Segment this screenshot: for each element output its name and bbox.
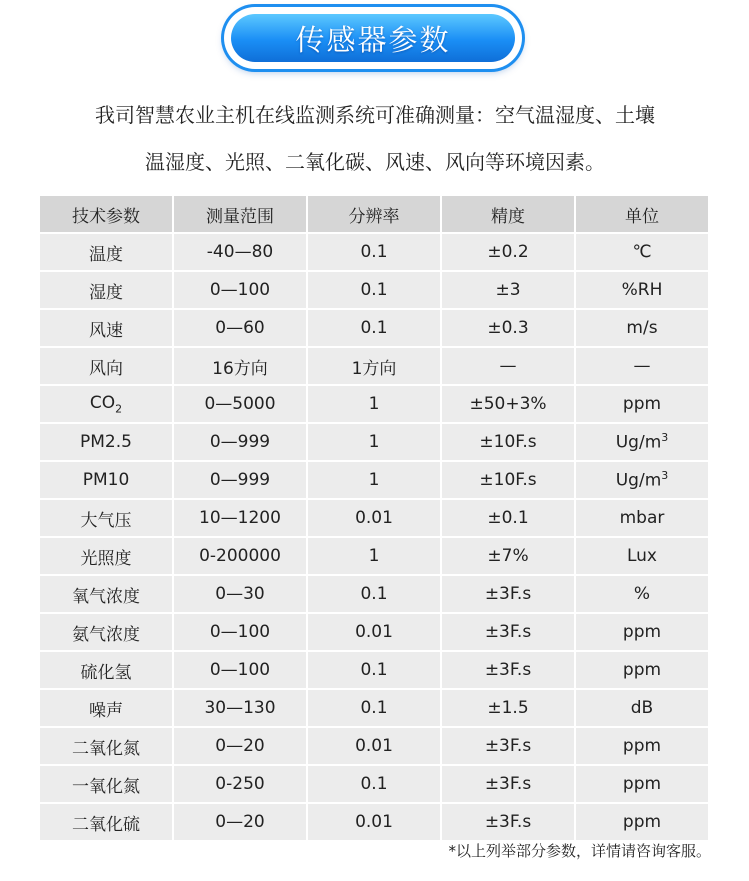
cell-param	[40, 614, 174, 652]
table-body	[40, 234, 708, 842]
cell-range	[174, 728, 308, 766]
cell-param	[40, 500, 174, 538]
cell-accuracy-text: ±10F.s	[479, 470, 537, 490]
intro-line-1: 我司智慧农业主机在线监测系统可准确测量：空气温湿度、土壤	[95, 103, 655, 127]
cell-param-text: 温度	[89, 244, 123, 265]
table-row	[40, 348, 708, 386]
cell-accuracy	[442, 272, 576, 310]
header-accuracy: 精度	[442, 196, 576, 234]
cell-unit	[576, 500, 708, 538]
cell-accuracy-text: ±3F.s	[484, 622, 532, 642]
cell-resolution-text: 0.1	[360, 242, 388, 262]
cell-accuracy	[442, 728, 576, 766]
cell-accuracy-text: ±3F.s	[484, 660, 532, 680]
cell-resolution	[308, 652, 442, 690]
cell-unit-text: ppm	[622, 394, 662, 414]
cell-accuracy	[442, 766, 576, 804]
cell-resolution	[308, 234, 442, 272]
cell-accuracy-text: —	[499, 356, 517, 376]
cell-param	[40, 310, 174, 348]
cell-range	[174, 386, 308, 424]
cell-param	[40, 538, 174, 576]
cell-resolution-text: 0.01	[355, 622, 393, 642]
table-row	[40, 614, 708, 652]
cell-range-text: 0—100	[209, 622, 271, 642]
cell-param-text: 噪声	[89, 700, 123, 721]
table-row	[40, 424, 708, 462]
cell-unit-text: ppm	[622, 660, 662, 680]
cell-accuracy-text: ±3	[495, 280, 521, 300]
cell-range	[174, 462, 308, 500]
table-row	[40, 272, 708, 310]
cell-param-text: 二氧化硫	[72, 814, 140, 835]
cell-accuracy	[442, 348, 576, 386]
cell-unit	[576, 462, 708, 500]
cell-unit	[576, 614, 708, 652]
table-row	[40, 386, 708, 424]
cell-param	[40, 234, 174, 272]
cell-accuracy	[442, 576, 576, 614]
cell-range-text: 0-250	[215, 774, 265, 794]
cell-accuracy	[442, 386, 576, 424]
cell-range	[174, 690, 308, 728]
cell-unit	[576, 728, 708, 766]
cell-range	[174, 614, 308, 652]
header-resolution: 分辨率	[308, 196, 442, 234]
cell-range-text: 0—60	[215, 318, 265, 338]
cell-param	[40, 424, 174, 462]
cell-unit	[576, 386, 708, 424]
cell-param	[40, 690, 174, 728]
cell-resolution	[308, 462, 442, 500]
cell-accuracy	[442, 424, 576, 462]
cell-unit-superscript: 3	[661, 431, 669, 445]
header-range: 测量范围	[174, 196, 308, 234]
title-badge	[224, 7, 522, 69]
cell-accuracy-text: ±3F.s	[484, 584, 532, 604]
cell-param	[40, 576, 174, 614]
cell-accuracy-text: ±3F.s	[484, 774, 532, 794]
cell-range	[174, 348, 308, 386]
cell-resolution	[308, 424, 442, 462]
cell-range	[174, 310, 308, 348]
cell-unit-text: Ug/m	[615, 432, 662, 453]
cell-range	[174, 500, 308, 538]
header-param: 技术参数	[40, 196, 174, 234]
cell-unit-text: ppm	[622, 622, 662, 642]
cell-accuracy-text: ±1.5	[487, 698, 529, 718]
cell-range	[174, 804, 308, 842]
cell-accuracy-text: ±0.1	[487, 508, 529, 528]
cell-unit-text: ppm	[622, 812, 662, 832]
intro-line-2: 温湿度、光照、二氧化碳、风速、风向等环境因素。	[145, 150, 605, 174]
cell-param-text: 一氧化氮	[72, 776, 140, 797]
cell-range-text: -40—80	[206, 242, 274, 262]
cell-accuracy-text: ±50+3%	[469, 394, 547, 414]
cell-resolution-text: 1	[368, 470, 380, 490]
cell-unit-superscript: 3	[661, 469, 669, 483]
cell-resolution	[308, 766, 442, 804]
table-row	[40, 690, 708, 728]
cell-accuracy-text: ±0.3	[487, 318, 529, 338]
cell-param-text: 氧气浓度	[72, 586, 140, 607]
cell-param	[40, 386, 174, 424]
cell-param-text: 风速	[89, 320, 123, 341]
cell-param-text: 大气压	[80, 510, 132, 531]
cell-unit-text: m/s	[626, 318, 658, 338]
cell-range	[174, 272, 308, 310]
cell-range	[174, 234, 308, 272]
cell-range-text: 0—999	[209, 432, 271, 452]
table-row	[40, 652, 708, 690]
cell-resolution-text: 0.01	[355, 736, 393, 756]
cell-range	[174, 576, 308, 614]
table-row	[40, 804, 708, 842]
table-row	[40, 462, 708, 500]
cell-resolution-text: 1	[368, 394, 380, 414]
cell-unit	[576, 538, 708, 576]
cell-resolution	[308, 804, 442, 842]
cell-range-text: 0—30	[215, 584, 265, 604]
cell-unit	[576, 310, 708, 348]
cell-unit-text: —	[633, 356, 651, 376]
cell-accuracy-text: ±3F.s	[484, 812, 532, 832]
cell-param-text: 风向	[89, 358, 123, 379]
cell-param-text: PM10	[82, 470, 130, 490]
table-row	[40, 500, 708, 538]
cell-unit	[576, 652, 708, 690]
cell-resolution	[308, 272, 442, 310]
cell-range-text: 0—100	[209, 280, 271, 300]
cell-param-text: PM2.5	[80, 432, 132, 452]
cell-param	[40, 804, 174, 842]
table-row	[40, 310, 708, 348]
cell-resolution-text: 0.1	[360, 584, 388, 604]
cell-param	[40, 766, 174, 804]
cell-resolution-text: 0.1	[360, 280, 388, 300]
cell-param	[40, 462, 174, 500]
cell-unit	[576, 576, 708, 614]
cell-accuracy-text: ±7%	[487, 546, 529, 566]
cell-accuracy	[442, 804, 576, 842]
cell-param-text: 硫化氢	[80, 662, 132, 683]
cell-resolution	[308, 614, 442, 652]
cell-unit-text: mbar	[619, 508, 665, 528]
cell-param-text: 二氧化氮	[72, 738, 140, 759]
cell-range-text: 0—5000	[204, 394, 276, 414]
cell-range-text: 30—130	[204, 698, 276, 718]
cell-param-text: 光照度	[80, 548, 132, 569]
table-row	[40, 766, 708, 804]
cell-resolution-text: 1方向	[351, 358, 397, 379]
cell-param-subscript: 2	[115, 402, 123, 416]
cell-resolution-text: 0.1	[360, 698, 388, 718]
cell-range	[174, 538, 308, 576]
cell-unit-text: Ug/m	[615, 470, 662, 491]
cell-resolution-text: 0.01	[355, 508, 393, 528]
cell-range	[174, 766, 308, 804]
cell-resolution	[308, 728, 442, 766]
intro-text	[30, 92, 720, 186]
cell-unit	[576, 424, 708, 462]
cell-accuracy	[442, 500, 576, 538]
cell-resolution-text: 1	[368, 432, 380, 452]
cell-accuracy	[442, 538, 576, 576]
cell-unit	[576, 348, 708, 386]
cell-resolution	[308, 538, 442, 576]
cell-range-text: 0—100	[209, 660, 271, 680]
cell-resolution	[308, 386, 442, 424]
sensor-spec-table	[40, 196, 708, 842]
cell-accuracy-text: ±3F.s	[484, 736, 532, 756]
cell-param-text: 湿度	[89, 282, 123, 303]
footnote: *以上列举部分参数，详情请咨询客服。	[448, 842, 711, 860]
table-row	[40, 538, 708, 576]
cell-resolution	[308, 690, 442, 728]
cell-range-text: 10—1200	[199, 508, 281, 528]
table-row	[40, 576, 708, 614]
header-unit: 单位	[576, 196, 708, 234]
cell-accuracy-text: ±10F.s	[479, 432, 537, 452]
cell-param	[40, 652, 174, 690]
table-header-row	[40, 196, 708, 234]
cell-resolution	[308, 500, 442, 538]
cell-accuracy	[442, 462, 576, 500]
cell-unit	[576, 690, 708, 728]
cell-param-text: CO	[89, 392, 116, 413]
cell-unit-text: %RH	[621, 280, 663, 300]
cell-param	[40, 272, 174, 310]
cell-range-text: 0—999	[209, 470, 271, 490]
cell-resolution-text: 0.1	[360, 318, 388, 338]
cell-range-text: 0—20	[215, 812, 265, 832]
cell-unit-text: ppm	[622, 774, 662, 794]
cell-resolution-text: 0.1	[360, 774, 388, 794]
cell-range	[174, 424, 308, 462]
cell-resolution	[308, 576, 442, 614]
cell-resolution	[308, 310, 442, 348]
cell-unit-text: %	[633, 584, 651, 604]
cell-resolution-text: 1	[368, 546, 380, 566]
cell-unit	[576, 234, 708, 272]
cell-unit-text: ppm	[622, 736, 662, 756]
page-title: 传感器参数	[231, 14, 515, 62]
cell-unit	[576, 766, 708, 804]
cell-unit	[576, 804, 708, 842]
cell-range-text: 16方向	[212, 358, 268, 379]
cell-resolution	[308, 348, 442, 386]
cell-accuracy-text: ±0.2	[487, 242, 529, 262]
table-row	[40, 728, 708, 766]
cell-accuracy	[442, 690, 576, 728]
cell-resolution-text: 0.01	[355, 812, 393, 832]
cell-range-text: 0—20	[215, 736, 265, 756]
cell-param	[40, 728, 174, 766]
table-row	[40, 234, 708, 272]
cell-unit-text: dB	[630, 698, 654, 718]
cell-param	[40, 348, 174, 386]
cell-accuracy	[442, 614, 576, 652]
cell-accuracy	[442, 310, 576, 348]
cell-unit-text: Lux	[626, 546, 657, 566]
cell-accuracy	[442, 652, 576, 690]
cell-unit-text: ℃	[632, 242, 652, 262]
cell-param-text: 氨气浓度	[72, 624, 140, 645]
cell-unit	[576, 272, 708, 310]
cell-range	[174, 652, 308, 690]
cell-accuracy	[442, 234, 576, 272]
cell-resolution-text: 0.1	[360, 660, 388, 680]
cell-range-text: 0-200000	[199, 546, 281, 566]
